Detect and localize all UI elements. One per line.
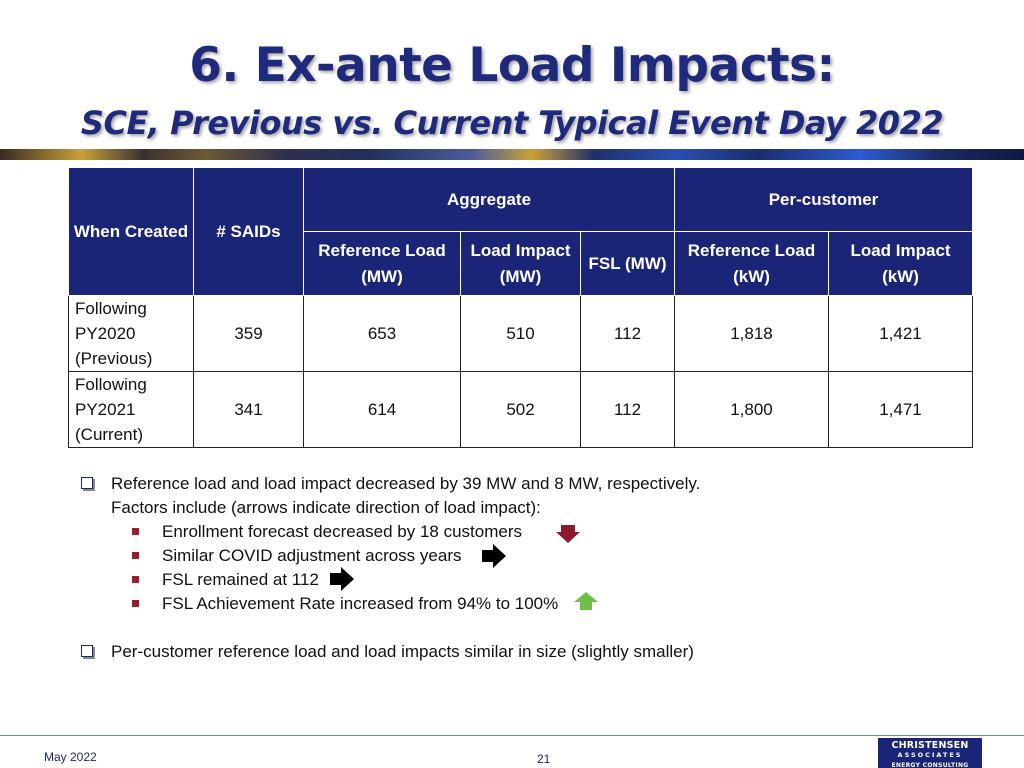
load-impacts-table bbox=[68, 167, 973, 448]
sub-bullet-text: Similar COVID adjustment across years bbox=[162, 546, 462, 565]
cell-pc-load-impact: 1,421 bbox=[829, 296, 973, 372]
logo-line: ENERGY CONSULTING bbox=[891, 762, 969, 768]
bullet-text: Reference load and load impact decreased by 39 MW and 8 MW, respectively. bbox=[111, 474, 701, 493]
cell-agg-reference-load: 653 bbox=[304, 296, 461, 372]
logo-line: ASSOCIATES bbox=[897, 751, 963, 759]
footer-divider bbox=[0, 735, 1024, 736]
decorative-banner bbox=[0, 149, 1024, 160]
cell-agg-fsl: 112 bbox=[581, 372, 675, 448]
table-row bbox=[69, 296, 973, 372]
cell-saids: 341 bbox=[194, 372, 304, 448]
cell-when-created: Following PY2021 (Current) bbox=[69, 372, 194, 448]
checkbox-bullet-icon bbox=[81, 477, 93, 489]
square-bullet-icon bbox=[132, 552, 139, 559]
cell-pc-reference-load: 1,800 bbox=[675, 372, 829, 448]
header-agg-fsl: FSL (MW) bbox=[581, 232, 675, 296]
bullet-text: Factors include (arrows indicate direction of load impact): bbox=[111, 498, 541, 517]
header-pc-reference-load: Reference Load (kW) bbox=[675, 232, 829, 296]
arrow-right-icon bbox=[330, 567, 354, 591]
logo-line: CHRISTENSEN bbox=[891, 740, 969, 751]
square-bullet-icon bbox=[132, 576, 139, 583]
arrow-right-icon bbox=[482, 544, 506, 568]
list-item bbox=[78, 472, 978, 520]
header-aggregate: Aggregate bbox=[304, 168, 675, 232]
page-number: 21 bbox=[537, 752, 551, 766]
slide-title: 6. Ex-ante Load Impacts: bbox=[189, 38, 835, 93]
square-bullet-icon bbox=[132, 528, 139, 535]
header-agg-load-impact: Load Impact (MW) bbox=[461, 232, 581, 296]
header-saids: # SAIDs bbox=[194, 168, 304, 296]
bullet-list bbox=[78, 472, 978, 664]
checkbox-bullet-icon bbox=[81, 645, 93, 657]
list-item bbox=[162, 592, 978, 616]
cell-when-created: Following PY2020 (Previous) bbox=[69, 296, 194, 372]
bullet-text: Per-customer reference load and load impacts similar in size (slightly smaller) bbox=[111, 642, 694, 661]
cell-agg-load-impact: 510 bbox=[461, 296, 581, 372]
slide-subtitle: SCE, Previous vs. Current Typical Event Day 2022 bbox=[80, 104, 944, 142]
list-item bbox=[162, 568, 978, 592]
header-when-created: When Created bbox=[69, 168, 194, 296]
cell-agg-reference-load: 614 bbox=[304, 372, 461, 448]
sub-bullet-text: FSL Achievement Rate increased from 94% to 100% bbox=[162, 594, 559, 613]
arrow-up-icon bbox=[574, 592, 598, 610]
cell-agg-fsl: 112 bbox=[581, 296, 675, 372]
company-logo bbox=[878, 738, 982, 768]
list-item bbox=[78, 640, 978, 664]
square-bullet-icon bbox=[132, 600, 139, 607]
cell-pc-load-impact: 1,471 bbox=[829, 372, 973, 448]
cell-pc-reference-load: 1,818 bbox=[675, 296, 829, 372]
header-per-customer: Per-customer bbox=[675, 168, 973, 232]
table-row bbox=[69, 372, 973, 448]
arrow-down-icon bbox=[556, 525, 580, 543]
sub-bullet-text: FSL remained at 112 bbox=[162, 570, 319, 589]
header-agg-reference-load: Reference Load (MW) bbox=[304, 232, 461, 296]
sub-bullet-text: Enrollment forecast decreased by 18 customers bbox=[162, 522, 523, 541]
cell-saids: 359 bbox=[194, 296, 304, 372]
footer-date: May 2022 bbox=[44, 750, 97, 764]
cell-agg-load-impact: 502 bbox=[461, 372, 581, 448]
header-pc-load-impact: Load Impact (kW) bbox=[829, 232, 973, 296]
list-item bbox=[162, 544, 978, 568]
